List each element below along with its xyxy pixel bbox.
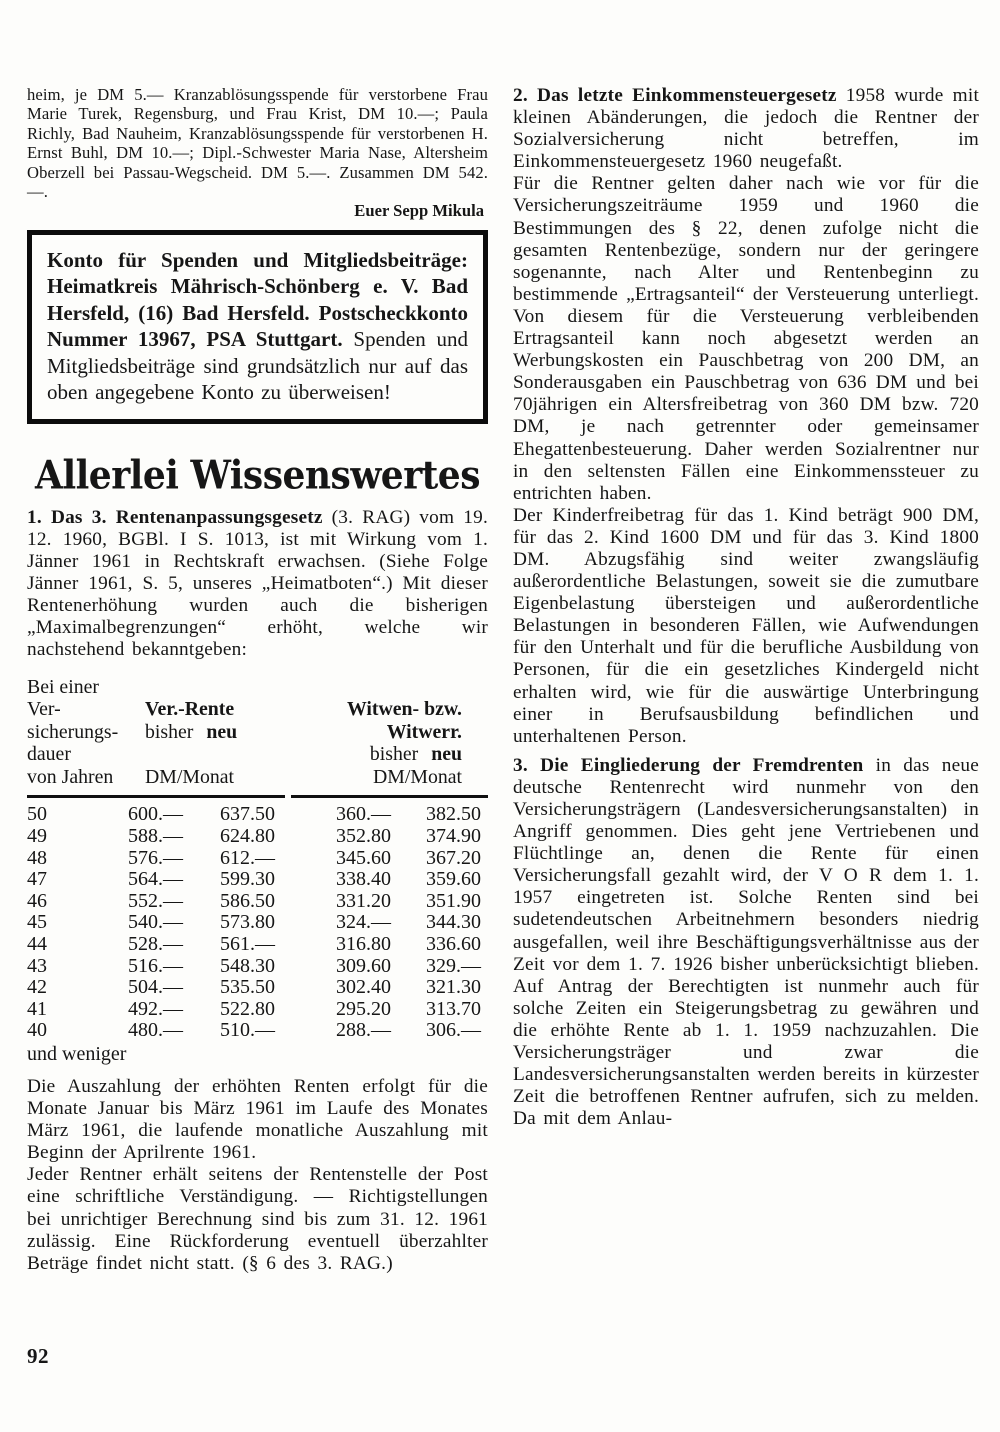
table-cell: 302.40 <box>336 976 391 999</box>
table-header-rule-right <box>291 795 488 798</box>
header-witwen-unit: DM/Monat <box>372 765 462 788</box>
table-cell: 352.80 <box>336 825 391 848</box>
pension-values-table <box>27 804 488 1042</box>
table-cell: 41 <box>27 997 47 1020</box>
table-cell: 516.— <box>128 954 183 977</box>
table-cell: 49 <box>27 825 47 848</box>
header-bisher-label: bisher <box>369 743 419 766</box>
table-cell: 637.50 <box>220 803 275 826</box>
paragraph-income-tax-text: 1958 wurde mit kleinen Abänderungen, die jedoch die Rentner der Sozialversicherung nicht betreffen, im Einkommensteuergesetz 1960 neugefaßt. <box>513 85 979 173</box>
table-cell: 552.— <box>128 889 183 912</box>
header-ver-rente-sub <box>145 721 307 744</box>
paragraph-rag-law <box>27 507 488 662</box>
header-line: Ver- <box>27 698 61 721</box>
header-witwen-rente <box>307 676 488 789</box>
donations-text: heim, je DM 5.— Kranzablösungsspende für verstorbene Frau Marie Turek, Regensburg, und Frau Krist, DM 10.—; Paula Richly, Bad Nauheim, Kranzablösungsspende für verstorbenen H. Ernst Buhl, DM 10.—; Dipl.-Schwester Maria Nase, Altersheim Oberzell bei Passau-Wegscheid. DM 5.—. Zusammen DM 542.—. <box>27 85 488 202</box>
table-cell-padding <box>481 848 488 870</box>
header-line: sicherungs- <box>27 720 119 743</box>
header-bisher-label: bisher <box>145 720 194 743</box>
table-cell: 316.80 <box>336 933 391 956</box>
table-cell: 43 <box>27 954 47 977</box>
table-cell: 510.— <box>220 1019 275 1042</box>
header-spacer <box>307 676 462 699</box>
table-row <box>27 1020 488 1042</box>
table-cell: 522.80 <box>220 997 275 1020</box>
paragraph-fremdrenten-lead: 3. Die Eingliederung der Fremdrenten <box>513 754 864 776</box>
table-row <box>27 956 488 978</box>
signature-line: Euer Sepp Mikula <box>354 201 484 221</box>
table-row <box>27 999 488 1021</box>
table-cell: 573.80 <box>220 911 275 934</box>
paragraph-income-tax-law <box>513 85 979 173</box>
section-heading: Allerlei Wissenswertes <box>35 452 480 499</box>
table-cell: 492.— <box>128 997 183 1020</box>
table-cell: 480.— <box>128 1019 183 1042</box>
table-cell-padding <box>481 1020 488 1042</box>
table-cell: 382.50 <box>426 803 481 826</box>
table-row <box>27 848 488 870</box>
table-cell: 40 <box>27 1019 47 1042</box>
table-row <box>27 891 488 913</box>
table-cell-padding <box>481 956 488 978</box>
table-cell: 504.— <box>128 976 183 999</box>
donations-list-paragraph <box>27 85 488 201</box>
table-cell: 45 <box>27 911 47 934</box>
table-cell: 612.— <box>220 846 275 869</box>
account-details-bold: Konto für Spenden und Mitgliedsbeiträge: Heimatkreis Mährisch-Schönberg e. V. Bad Hersfeld, (16) Bad Hersfeld. Postscheckkonto Nummer 13967, PSA Stuttgart. <box>47 247 468 352</box>
table-cell: 374.90 <box>426 825 481 848</box>
header-ver-rente-unit: DM/Monat <box>145 765 235 788</box>
table-cell: 351.90 <box>426 889 481 912</box>
table-cell: 564.— <box>128 868 183 891</box>
table-cell: 306.— <box>426 1019 481 1042</box>
paragraph-fremdrenten-text: in das neue deutsche Rentenrecht wird nunmehr von den Versicherungsträgern (Landesversicherungsanstalten) in Angriff genommen. Dies geht jene Vertriebenen und Flüchtlinge an, denen die Rente für einen Versicherungsfall gezahlt wird, der V O R dem 1. 1. 1957 eingetreten ist. Solche Renten sind bei sudetendeutschen Arbeitnehmern besonders niedrig ausgefallen, weil ihre Beschäftigungsverhältnisse aus der Zeit vor dem 1. 7. 1926 bisher unberücksichtigt blieben. Auf Antrag der Berechtigten ist nunmehr auch für solche Zeiten ein Steigerungsbetrag zu gewähren und die erhöhte Rente ab 1. 1. 1959 nachzuzahlen. Die Versicherungsträger und zwar die Landesversicherungsanstalten werden bereits in kürzester Zeit die betroffenen Rentner aufrufen, sich zu melden. Da mit dem Anlau- <box>513 754 979 1130</box>
table-cell: 331.20 <box>336 889 391 912</box>
table-header-rules <box>27 795 488 798</box>
paragraph-payout: Die Auszahlung der erhöhten Renten erfolgt für die Monate Januar bis März 1961 im Laufe des Monates März 1961, die laufende monatliche Auszahlung mit Beginn der Aprilrente 1961. <box>27 1076 488 1164</box>
header-witwen-title-1: Witwen- bzw. <box>346 698 462 721</box>
table-cell: 561.— <box>220 933 275 956</box>
header-line: Bei einer <box>27 675 99 698</box>
header-ver-rente-title: Ver.-Rente <box>145 698 235 721</box>
table-cell: 588.— <box>128 825 183 848</box>
table-cell: 295.20 <box>336 997 391 1020</box>
table-cell: 599.30 <box>220 868 275 891</box>
header-spacer <box>145 743 307 766</box>
table-row <box>27 934 488 956</box>
paragraph-fremdrenten <box>513 755 979 1131</box>
table-cell: 47 <box>27 868 47 891</box>
pension-table-body <box>27 804 488 1042</box>
table-footer-note: und weniger <box>27 1043 127 1065</box>
table-cell: 540.— <box>128 911 183 934</box>
donation-account-box <box>27 230 488 424</box>
pension-table <box>27 676 488 1066</box>
table-cell: 344.30 <box>426 911 481 934</box>
pension-table-header <box>27 676 488 789</box>
table-cell: 313.70 <box>426 997 481 1020</box>
table-cell-padding <box>481 999 488 1021</box>
header-line: dauer <box>27 743 71 766</box>
table-row <box>27 977 488 999</box>
table-header-rule-left <box>27 795 285 798</box>
table-cell: 50 <box>27 803 47 826</box>
paragraph-income-tax-lead: 2. Das letzte Einkommensteuergesetz <box>513 85 837 106</box>
paragraph-rag-law-lead: 1. Das 3. Rentenanpassungsgesetz <box>27 506 323 528</box>
table-cell: 48 <box>27 846 47 869</box>
header-witwen-title-2: Witwerr. <box>386 720 462 743</box>
table-cell-padding <box>481 891 488 913</box>
left-column <box>27 85 488 1275</box>
table-cell-padding <box>481 912 488 934</box>
table-cell: 600.— <box>128 803 183 826</box>
header-neu-label: neu <box>431 743 462 766</box>
header-witwen-sub <box>307 743 462 766</box>
table-cell: 528.— <box>128 933 183 956</box>
header-ver-rente <box>145 676 307 789</box>
table-cell: 576.— <box>128 846 183 869</box>
table-cell: 345.60 <box>336 846 391 869</box>
page-number: 92 <box>27 1344 49 1368</box>
table-cell: 324.— <box>336 911 391 934</box>
table-row <box>27 826 488 848</box>
table-cell: 309.60 <box>336 954 391 977</box>
table-cell-padding <box>481 826 488 848</box>
paragraph-tax-rules: Für die Rentner gelten daher nach wie vor für die Versicherungszeiträume 1959 und 1960 die Bestimmungen des § 22, denen zufolge nicht die gesamten Rentenbezüge, sondern nur der geringere sogenannte, nach Alter und Rentenbeginn zu bestimmende „Ertragsanteil“ der Versteuerung unterliegt. Von diesem für die Versteuerung verbleibenden Ertragsanteil kann noch abgesetzt werden an Werbungskosten ein Pauschbetrag von 200 DM, an Sonderausgaben ein Pauschbetrag von 636 DM und bei 70jährigen ein Altersfreibetrag von 360 DM bzw. 720 DM, je nach getrennter oder gemeinsamer Ehegattenbesteuerung. Daher werden Sozialrentner nur in den seltensten Fällen eine Einkommenssteuer zu entrichten haben. <box>513 173 979 504</box>
table-cell-padding <box>481 804 488 826</box>
table-cell: 42 <box>27 976 47 999</box>
table-cell: 46 <box>27 889 47 912</box>
table-cell: 329.— <box>426 954 481 977</box>
table-cell: 535.50 <box>220 976 275 999</box>
right-column <box>513 85 979 1130</box>
table-row <box>27 912 488 934</box>
table-cell: 586.50 <box>220 889 275 912</box>
paragraph-child-allowance: Der Kinderfreibetrag für das 1. Kind beträgt 900 DM, für das 2. Kind 1600 DM und für das 3. Kind 1800 DM. Abzugsfähig sind weiter zwangsläufig außerordentliche Belastungen, soweit sie die zumutbare Eigenbelastung übersteigen und außerordentliche Belastungen in besonderen Fällen, wie Aufwendungen für den Unterhalt und für die berufliche Ausbildung von Personen, für die ein gesetzliches Kindergeld nicht erhalten wird, wie für die auswärtige Unterbringung einer in Berufsausbildung befindlichen und unterhaltenen Person. <box>513 504 979 747</box>
table-cell-padding <box>481 977 488 999</box>
table-cell: 336.60 <box>426 933 481 956</box>
table-cell-padding <box>481 869 488 891</box>
table-cell: 548.30 <box>220 954 275 977</box>
table-cell: 367.20 <box>426 846 481 869</box>
account-note: Spenden und Mitgliedsbeiträge sind grundsätzlich nur auf das oben angegebene Konto zu überweisen! <box>47 327 468 405</box>
header-line: von Jahren <box>27 765 114 788</box>
paragraph-rag-law-text: (3. RAG) vom 19. 12. 1960, BGBl. I S. 1013, ist mit Wirkung vom 1. Jänner 1961 in Rechtskraft erwachsen. (Siehe Folge Jänner 1961, S. 5, unseres „Heimatboten“.) Mit dieser Rentenerhöhung wurden auch die bisherigen „Maximalbegrenzungen“ erhöht, welche wir nachstehend bekanntgeben: <box>27 506 488 661</box>
table-row <box>27 804 488 826</box>
table-cell: 288.— <box>336 1019 391 1042</box>
table-cell: 359.60 <box>426 868 481 891</box>
paragraph-notice: Jeder Rentner erhält seitens der Rentenstelle der Post eine schriftliche Verständigung. — Richtigstellungen bei unrichtiger Berechnung sind bis zum 31. 12. 1961 zulässig. Eine Rückforderung eventuell überzahlter Beträge findet nicht statt. (§ 6 des 3. RAG.) <box>27 1164 488 1274</box>
table-cell: 360.— <box>336 803 391 826</box>
table-cell: 338.40 <box>336 868 391 891</box>
header-insurance-duration <box>27 676 145 789</box>
table-cell: 44 <box>27 933 47 956</box>
table-cell: 624.80 <box>220 825 275 848</box>
header-neu-label: neu <box>206 720 238 743</box>
header-spacer <box>145 676 307 699</box>
table-cell: 321.30 <box>426 976 481 999</box>
table-row <box>27 869 488 891</box>
table-cell-padding <box>481 934 488 956</box>
